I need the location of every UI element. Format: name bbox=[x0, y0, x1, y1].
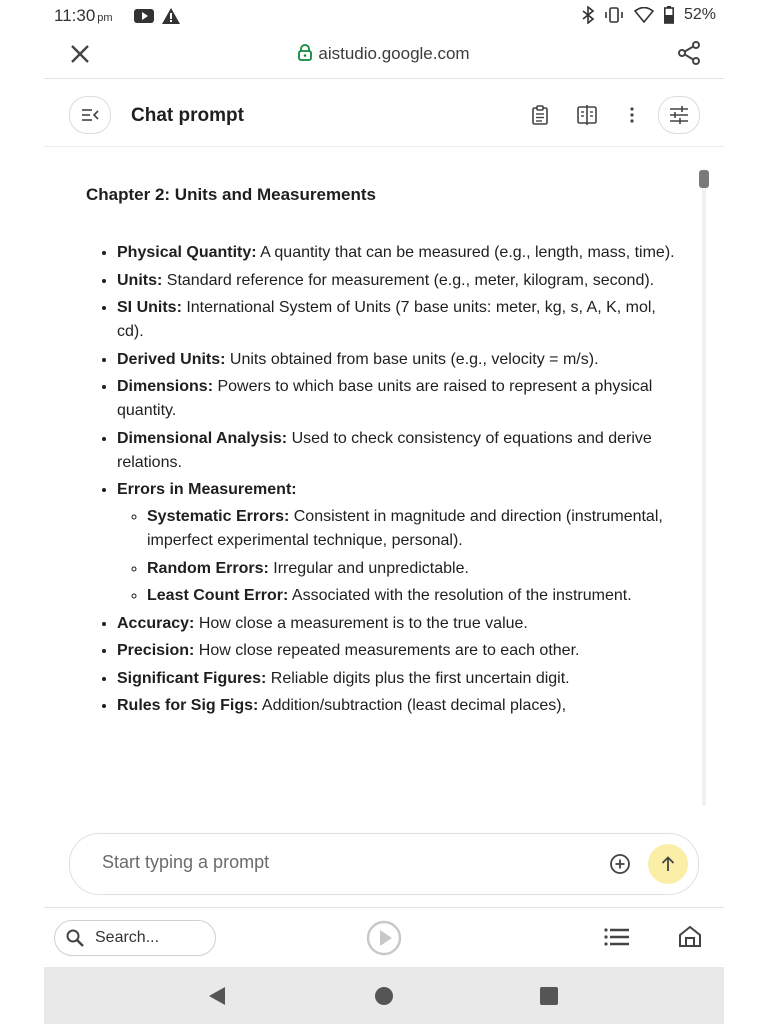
sub-list-item bbox=[147, 505, 686, 553]
home-circle-icon bbox=[373, 985, 395, 1007]
lock-icon bbox=[298, 44, 312, 61]
sub-list-item-text: Irregular and unpredictable. bbox=[268, 559, 469, 577]
prompt-input[interactable]: Start typing a prompt bbox=[102, 852, 270, 872]
scrollbar-track[interactable] bbox=[702, 170, 706, 806]
play-circle-icon bbox=[366, 920, 402, 956]
browser-bar bbox=[44, 32, 724, 79]
list-item bbox=[117, 348, 686, 372]
search-placeholder: Search... bbox=[95, 929, 160, 946]
list-item-term: Derived Units: bbox=[117, 350, 226, 368]
battery-percent: 52% bbox=[683, 6, 716, 23]
sub-list-item-term: Least Count Error: bbox=[147, 587, 289, 604]
home-button[interactable] bbox=[678, 924, 702, 948]
status-time-value: 11:30 bbox=[54, 6, 96, 25]
prompt-bar bbox=[69, 833, 699, 895]
list-item bbox=[117, 667, 686, 691]
list-item-term: SI Units: bbox=[117, 299, 182, 316]
chat-response bbox=[86, 168, 686, 818]
send-button[interactable] bbox=[648, 844, 688, 884]
list-item-term: Precision: bbox=[117, 642, 195, 659]
list-item-text: A quantity that can be measured (e.g., length, mass, time). bbox=[256, 244, 675, 261]
status-bar bbox=[0, 0, 768, 32]
sub-list-item bbox=[147, 557, 686, 581]
notes-list bbox=[86, 241, 686, 718]
bluetooth-icon bbox=[582, 6, 594, 24]
status-right-icons bbox=[582, 6, 716, 24]
list-item-text: Units obtained from base units (e.g., velocity = m/s). bbox=[225, 350, 599, 368]
add-attachment-button[interactable] bbox=[608, 852, 632, 876]
tune-icon bbox=[669, 106, 689, 124]
list-item bbox=[117, 296, 686, 344]
share-button[interactable] bbox=[676, 40, 702, 66]
list-item-text: Standard reference for measurement (e.g., meter, kilogram, second). bbox=[162, 271, 655, 289]
search-icon bbox=[65, 928, 85, 948]
back-button[interactable] bbox=[207, 985, 229, 1007]
sub-list-item-term: Random Errors: bbox=[147, 559, 269, 577]
list-item-text: Used to check consistency of equations and derive relations. bbox=[117, 429, 652, 471]
home-system-button[interactable] bbox=[373, 985, 395, 1007]
list-item bbox=[117, 478, 686, 608]
list-item-text: Addition/subtraction (least decimal places), bbox=[258, 697, 567, 714]
list-item-term: Errors in Measurement: bbox=[117, 481, 297, 498]
clipboard-icon bbox=[531, 105, 549, 125]
wifi-icon bbox=[634, 7, 654, 23]
back-triangle-icon bbox=[207, 985, 229, 1007]
list-item-text: How close repeated measurements are to each other. bbox=[194, 642, 580, 659]
list-item bbox=[117, 269, 686, 293]
system-navigation-bar bbox=[44, 967, 724, 1024]
recents-button[interactable] bbox=[538, 985, 560, 1007]
play-button[interactable] bbox=[366, 920, 402, 956]
more-vert-icon bbox=[629, 106, 635, 124]
list-item bbox=[117, 639, 686, 663]
error-types-list bbox=[117, 505, 686, 608]
settings-tune-button[interactable] bbox=[658, 96, 700, 134]
add-circle-icon bbox=[608, 852, 632, 876]
list-item bbox=[117, 694, 686, 718]
list-item-text: Powers to which base units are raised to represent a physical quantity. bbox=[117, 378, 653, 419]
status-left-icons bbox=[134, 8, 180, 24]
list-item-term: Units: bbox=[117, 271, 163, 289]
youtube-icon bbox=[134, 8, 154, 24]
list-item-term: Rules for Sig Figs: bbox=[117, 697, 259, 714]
url-text: aistudio.google.com bbox=[318, 44, 470, 63]
list-item-term: Significant Figures: bbox=[117, 669, 267, 687]
more-options-button[interactable] bbox=[621, 104, 643, 126]
chapter-title: Chapter 2: Units and Measurements bbox=[86, 185, 377, 204]
list-item bbox=[117, 427, 686, 475]
scrollbar-thumb[interactable] bbox=[699, 170, 709, 188]
list-view-button[interactable] bbox=[604, 926, 630, 948]
list-item-term: Dimensional Analysis: bbox=[117, 429, 288, 447]
list-item bbox=[117, 612, 686, 636]
list-item-text: International System of Units (7 base units: meter, kg, s, A, K, mol, cd). bbox=[117, 299, 656, 340]
clipboard-button[interactable] bbox=[529, 104, 551, 126]
status-time bbox=[54, 6, 113, 26]
recents-square-icon bbox=[538, 985, 560, 1007]
list-item-term: Physical Quantity: bbox=[117, 244, 257, 261]
menu-button[interactable] bbox=[69, 96, 111, 134]
menu-collapse-icon bbox=[81, 108, 99, 122]
list-item-text: Reliable digits plus the first uncertain digit. bbox=[266, 669, 570, 687]
arrow-up-icon bbox=[659, 855, 677, 873]
sub-list-item-term: Systematic Errors: bbox=[147, 508, 290, 525]
vibrate-icon bbox=[604, 7, 624, 23]
list-item bbox=[117, 241, 686, 265]
compare-icon bbox=[577, 105, 597, 125]
battery-icon bbox=[664, 6, 674, 24]
home-icon bbox=[678, 924, 702, 948]
warning-icon bbox=[162, 8, 180, 24]
list-item-term: Dimensions: bbox=[117, 378, 214, 395]
list-icon bbox=[604, 926, 630, 948]
list-item-term: Accuracy: bbox=[117, 614, 195, 632]
sub-list-item-text: Associated with the resolution of the instrument. bbox=[288, 587, 632, 604]
app-header bbox=[44, 80, 724, 147]
url-bar[interactable] bbox=[44, 44, 724, 64]
compare-button[interactable] bbox=[576, 104, 598, 126]
sub-list-item-text: Consistent in magnitude and direction (instrumental, imperfect experimental technique, personal). bbox=[147, 508, 663, 549]
share-icon bbox=[676, 40, 702, 66]
search-input[interactable] bbox=[54, 920, 216, 956]
list-item-text: How close a measurement is to the true value. bbox=[194, 614, 528, 632]
page-title: Chat prompt bbox=[131, 105, 244, 126]
bottom-toolbar bbox=[44, 907, 724, 968]
list-item bbox=[117, 375, 686, 423]
sub-list-item bbox=[147, 584, 686, 608]
status-time-ampm: pm bbox=[97, 12, 113, 24]
